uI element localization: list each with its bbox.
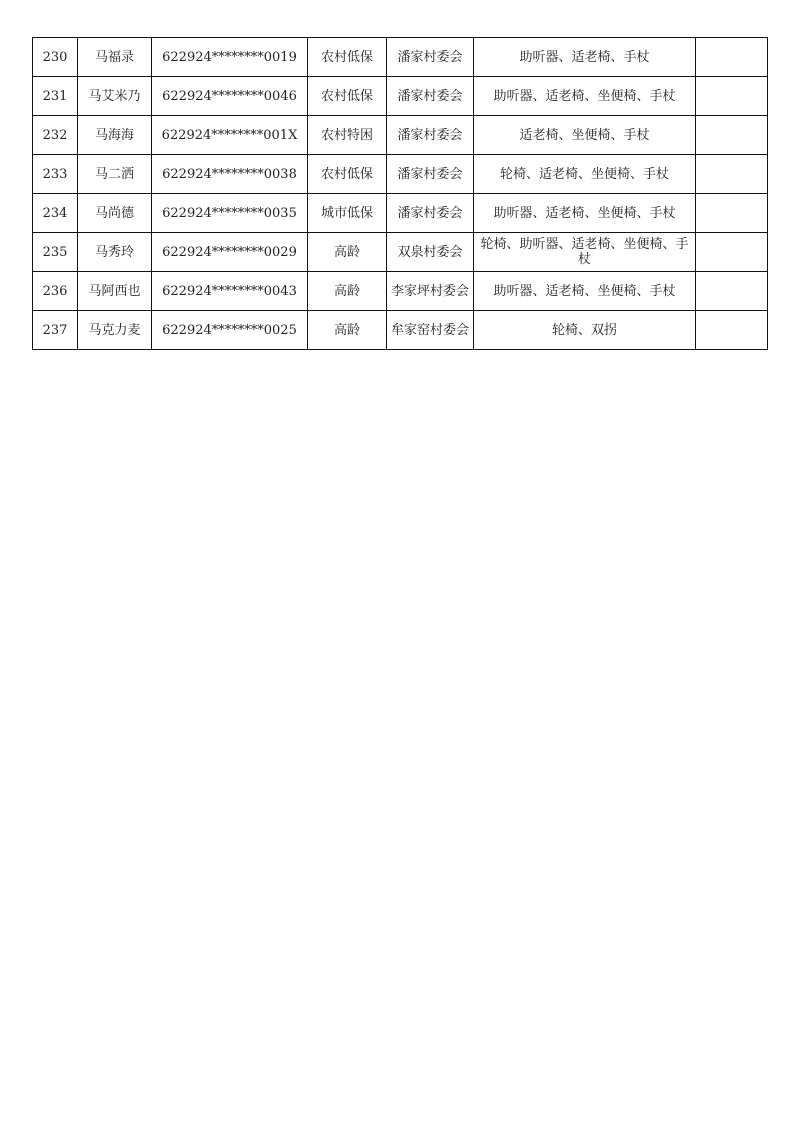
category-cell: 农村特困 xyxy=(308,116,387,155)
remark-cell xyxy=(696,233,768,272)
id-number-cell: 622924********0038 xyxy=(152,155,308,194)
id-number-cell: 622924********0043 xyxy=(152,272,308,311)
village-cell: 潘家村委会 xyxy=(387,38,474,77)
village-cell: 李家坪村委会 xyxy=(387,272,474,311)
village-cell: 牟家窑村委会 xyxy=(387,311,474,350)
id-number-cell: 622924********0046 xyxy=(152,77,308,116)
name-cell: 马秀玲 xyxy=(78,233,152,272)
name-cell: 马阿西也 xyxy=(78,272,152,311)
id-number-cell: 622924********0035 xyxy=(152,194,308,233)
category-cell: 高龄 xyxy=(308,272,387,311)
table-body xyxy=(33,38,768,350)
village-cell: 潘家村委会 xyxy=(387,194,474,233)
remark-cell xyxy=(696,155,768,194)
row-number-cell: 234 xyxy=(33,194,78,233)
aids-cell: 助听器、适老椅、坐便椅、手杖 xyxy=(474,272,696,311)
remark-cell xyxy=(696,272,768,311)
aids-cell: 助听器、适老椅、坐便椅、手杖 xyxy=(474,77,696,116)
row-number-cell: 237 xyxy=(33,311,78,350)
aids-cell: 适老椅、坐便椅、手杖 xyxy=(474,116,696,155)
category-cell: 高龄 xyxy=(308,233,387,272)
village-cell: 潘家村委会 xyxy=(387,116,474,155)
aids-cell: 助听器、适老椅、手杖 xyxy=(474,38,696,77)
category-cell: 农村低保 xyxy=(308,77,387,116)
table-row xyxy=(33,155,768,194)
aids-cell: 轮椅、适老椅、坐便椅、手杖 xyxy=(474,155,696,194)
remark-cell xyxy=(696,77,768,116)
name-cell: 马福录 xyxy=(78,38,152,77)
village-cell: 潘家村委会 xyxy=(387,155,474,194)
remark-cell xyxy=(696,311,768,350)
id-number-cell: 622924********0029 xyxy=(152,233,308,272)
row-number-cell: 232 xyxy=(33,116,78,155)
aids-cell: 轮椅、双拐 xyxy=(474,311,696,350)
name-cell: 马艾米乃 xyxy=(78,77,152,116)
name-cell: 马二洒 xyxy=(78,155,152,194)
category-cell: 高龄 xyxy=(308,311,387,350)
table-row xyxy=(33,272,768,311)
name-cell: 马尚德 xyxy=(78,194,152,233)
name-cell: 马克力麦 xyxy=(78,311,152,350)
row-number-cell: 230 xyxy=(33,38,78,77)
table-row xyxy=(33,116,768,155)
remark-cell xyxy=(696,194,768,233)
row-number-cell: 236 xyxy=(33,272,78,311)
table-row xyxy=(33,233,768,272)
remark-cell xyxy=(696,116,768,155)
name-cell: 马海海 xyxy=(78,116,152,155)
row-number-cell: 233 xyxy=(33,155,78,194)
row-number-cell: 235 xyxy=(33,233,78,272)
table-row xyxy=(33,77,768,116)
table-row xyxy=(33,38,768,77)
category-cell: 城市低保 xyxy=(308,194,387,233)
aids-cell: 轮椅、助听器、适老椅、坐便椅、手杖 xyxy=(474,233,696,272)
category-cell: 农村低保 xyxy=(308,38,387,77)
remark-cell xyxy=(696,38,768,77)
id-number-cell: 622924********0019 xyxy=(152,38,308,77)
row-number-cell: 231 xyxy=(33,77,78,116)
aids-cell: 助听器、适老椅、坐便椅、手杖 xyxy=(474,194,696,233)
table-row xyxy=(33,194,768,233)
id-number-cell: 622924********0025 xyxy=(152,311,308,350)
beneficiary-table xyxy=(32,37,768,350)
village-cell: 潘家村委会 xyxy=(387,77,474,116)
table-row xyxy=(33,311,768,350)
category-cell: 农村低保 xyxy=(308,155,387,194)
id-number-cell: 622924********001X xyxy=(152,116,308,155)
village-cell: 双泉村委会 xyxy=(387,233,474,272)
